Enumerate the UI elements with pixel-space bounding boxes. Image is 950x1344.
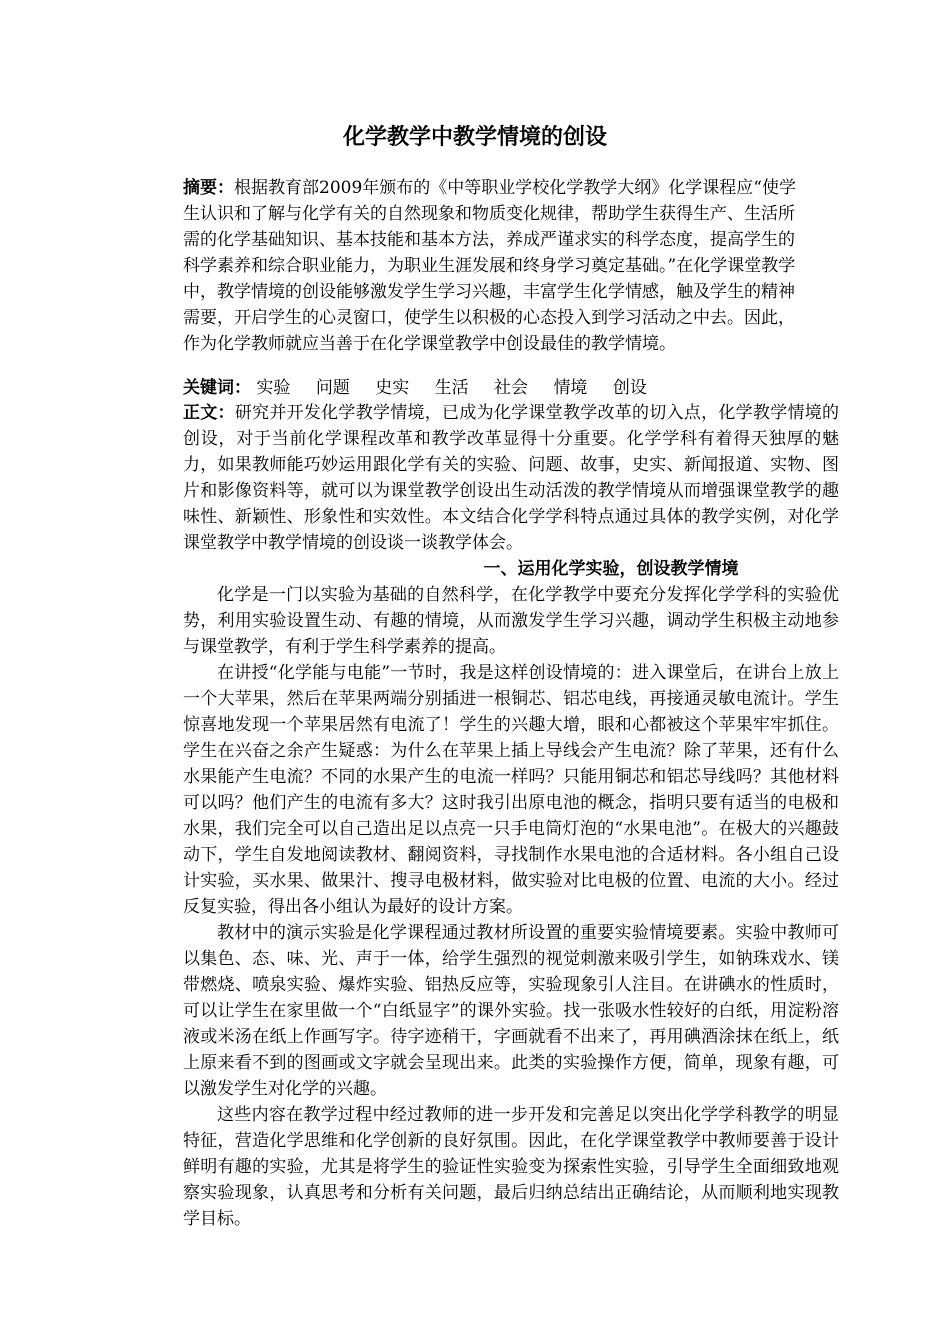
keyword-item: 史实 (375, 378, 410, 398)
keyword-item: 问题 (315, 378, 350, 398)
body-block (183, 400, 839, 1232)
keyword-item: 社会 (494, 378, 529, 398)
keywords-label: 关键词： (183, 378, 251, 398)
body-paragraph: 化学是一门以实验为基础的自然科学，在化学教学中要充分发挥化学学科的实验优势，利用实验设置生动、有趣的情境，从而激发学生学习兴趣，调动学生积极主动地参与课堂教学，有利于学生科学素养的提高。 (183, 585, 839, 657)
body-intro (183, 400, 839, 556)
body-label: 正文： (183, 403, 235, 423)
section-heading: 一、运用化学实验，创设教学情境 (483, 559, 739, 579)
page-title: 化学教学中教学情境的创设 (342, 125, 607, 150)
body-paragraph: 这些内容在教学过程中经过教师的进一步开发和完善足以突出化学学科教学的明显特征，营造化学思维和化学创新的良好氛围。因此，在化学课堂教学中教师要善于设计鲜明有趣的实验，尤其是将学生的验证性实验变为探索性实验，引导学生全面细致地观察实验现象，认真思考和分析有关问题，最后归纳总结出正确结论，从而顺利地实现教学目标。 (183, 1105, 839, 1229)
keyword-item: 生活 (434, 378, 469, 398)
body-paragraph: 教材中的演示实验是化学课程通过教材所设置的重要实验情境要素。实验中教师可以集色、态、味、光、声于一体，给学生强烈的视觉刺激来吸引学生，如钠珠戏水、镁带燃烧、喷泉实验、爆炸实验、铝热反应等，实验现象引人注目。在讲碘水的性质时，可以让学生在家里做一个“白纸显字”的课外实验。找一张吸水性较好的白纸，用淀粉溶液或米汤在纸上作画写字。待字迹稍干，字画就看不出来了，再用碘酒涂抹在纸上，纸上原来看不到的图画或文字就会呈现出来。此类的实验操作方便，简单，现象有趣，可以激发学生对化学的兴趣。 (183, 923, 839, 1099)
keyword-item: 实验 (256, 378, 291, 398)
abstract-label: 摘要： (183, 178, 234, 198)
body-paragraph: 在讲授“化学能与电能”一节时，我是这样创设情境的：进入课堂后，在讲台上放上一个大苹果，然后在苹果两端分别插进一根铜芯、铝芯电线，再接通灵敏电流计。学生惊喜地发现一个苹果居然有电流了！学生的兴趣大增，眼和心都被这个苹果牢牢抓住。学生在兴奋之余产生疑惑：为什么在苹果上插上导线会产生电流？除了苹果，还有什么水果能产生电流？不同的水果产生的电流一样吗？只能用铜芯和铝芯导线吗？其他材料可以吗？他们产生的电流有多大？这时我引出原电池的概念，指明只要有适当的电极和水果，我们完全可以自己造出足以点亮一只手电筒灯泡的“水果电池”。在极大的兴趣鼓动下，学生自发地阅读教材、翻阅资料，寻找制作水果电池的合适材料。各小组自己设计实验，买水果、做果汁、搜寻电极材料，做实验对比电极的位置、电流的大小。经过反复实验，得出各小组认为最好的设计方案。 (183, 663, 839, 917)
abstract-text: 根据教育部2009年颁布的《中等职业学校化学教学大纲》化学课程应“使学生认识和了解与化学有关的自然现象和物质变化规律，帮助学生获得生产、生活所需的化学基础知识、基本技能和基本方法，养成严谨求实的科学态度，提高学生的科学素养和综合职业能力，为职业生涯发展和终身学习奠定基础。”在化学课堂教学中，教学情境的创设能够激发学生学习兴趣，丰富学生化学情感，触及学生的精神需要，开启学生的心灵窗口，使学生以积极的心态投入到学习活动之中去。因此，作为化学教师就应当善于在化学课堂教学中创设最佳的教学情境。 (183, 178, 796, 354)
keyword-item: 情境 (553, 378, 588, 398)
keywords-block (183, 375, 803, 401)
body-intro-text: 研究并开发化学教学情境，已成为化学课堂教学改革的切入点，化学教学情境的创设，对于当前化学课程改革和教学改革显得十分重要。化学学科有着得天独厚的魅力，如果教师能巧妙运用跟化学有关的实验、问题、故事，史实、新闻报道、实物、图片和影像资料等，就可以为课堂教学创设出生动活泼的教学情境从而增强课堂教学的趣味性、新颖性、形象性和实效性。本文结合化学学科特点通过具体的教学实例，对化学课堂教学中教学情境的创设谈一谈教学体会。 (183, 403, 840, 553)
abstract-block (183, 175, 803, 357)
keyword-item: 创设 (612, 378, 647, 398)
